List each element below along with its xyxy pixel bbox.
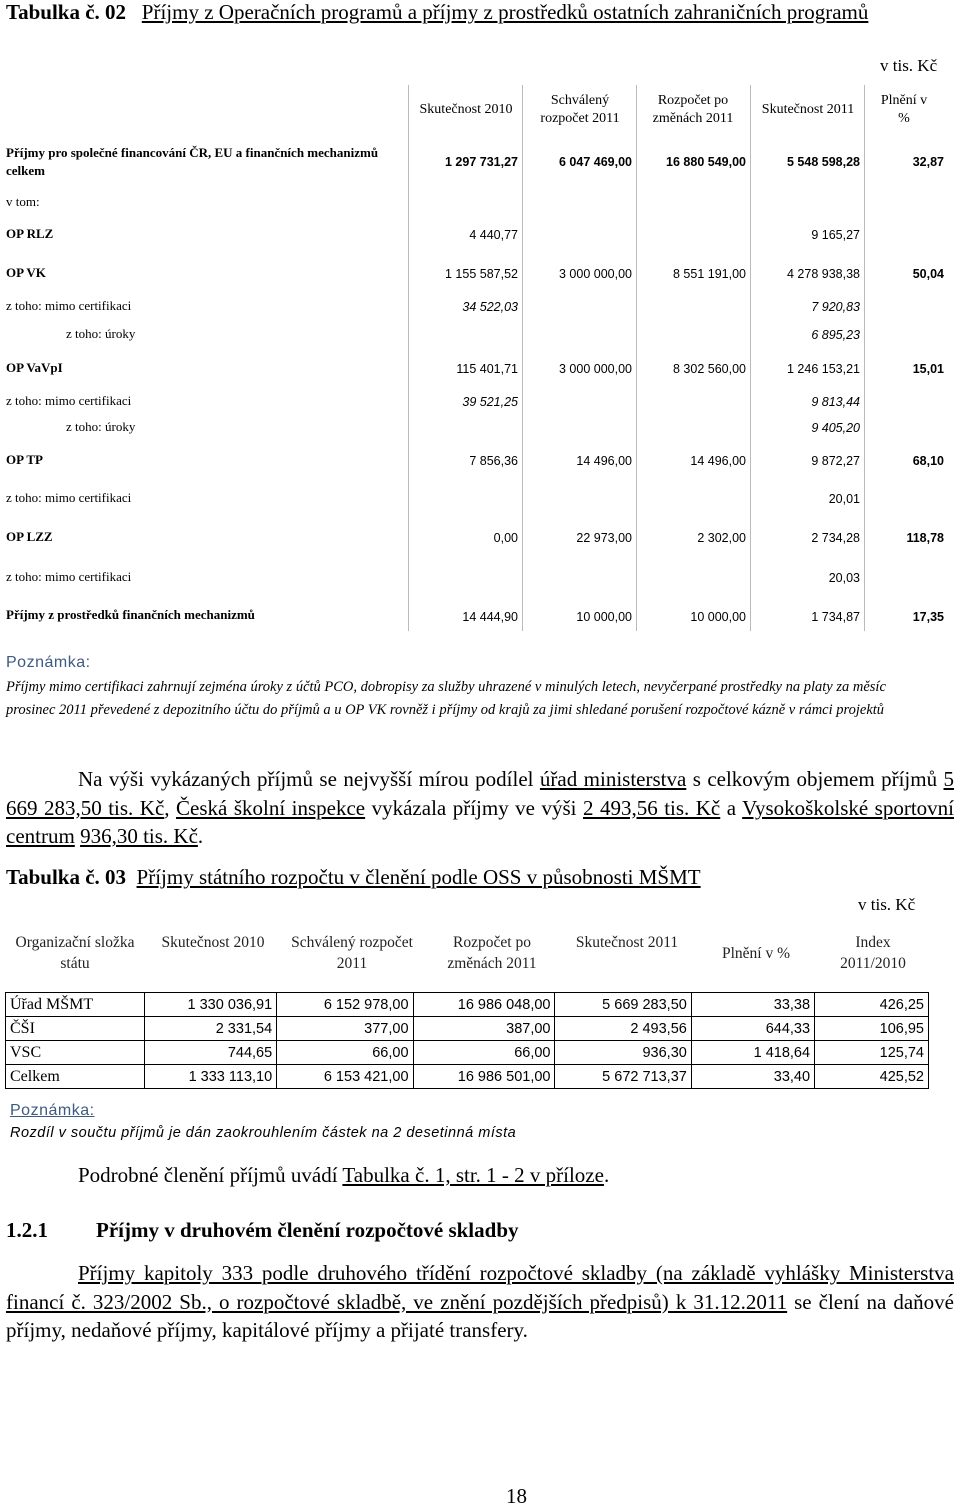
cell: 68,10 [912, 454, 944, 468]
cell: 8 551 191,00 [673, 267, 746, 281]
cell: 6 153 421,00 [277, 1065, 413, 1089]
cell: 8 302 560,00 [673, 362, 746, 376]
header-skutecnost-2011: Skutečnost 2011 [761, 102, 855, 117]
paragraph-summary: Na výši vykázaných příjmů se nejvyšší mírou podílel úřad ministerstva s celkovým objemem příjmů 5 669 283,50 tis. Kč, Česká školní inspekce vykázala příjmy ve výši 2 493,56 tis. Kč a Vysokoškolské sportovní centrum 936,30 tis. Kč. [6, 767, 955, 848]
cell: 744,65 [144, 1041, 277, 1065]
cell: 9 165,27 [811, 228, 860, 242]
row-label: v tom: [6, 194, 40, 209]
note-heading: Poznámka: [10, 1102, 95, 1119]
cell: 20,01 [828, 492, 860, 506]
cell: 7 920,83 [811, 300, 860, 314]
cell: 14 444,90 [462, 610, 518, 624]
cell: 14 496,00 [576, 454, 632, 468]
row-label: Příjmy pro společné financování ČR, EU a finančních mechanizmů celkem [6, 145, 379, 178]
link[interactable]: 5 669 283,50 tis. Kč [6, 767, 955, 820]
cell: 4 278 938,38 [787, 267, 860, 281]
cell: 936,30 [555, 1041, 691, 1065]
cell: 50,04 [912, 267, 944, 281]
table-03-title [6, 865, 701, 889]
t3-header: Index 2011/2010 [840, 934, 906, 972]
cell: 5 669 283,50 [555, 993, 691, 1017]
cell: 2 302,00 [697, 531, 746, 545]
header-plneni: Plnění v % [880, 93, 928, 126]
table-row [6, 1041, 929, 1065]
cell: VSC [6, 1041, 145, 1065]
t3-header: Skutečnost 2011 [575, 934, 679, 951]
section-title: Příjmy v druhovém členění rozpočtové skladby [96, 1218, 519, 1242]
link[interactable]: 936,30 tis. Kč [80, 824, 198, 848]
link[interactable]: Tabulka č. 1, str. 1 - 2 v příloze [342, 1163, 604, 1187]
cell: 32,87 [912, 155, 944, 169]
cell: 6 895,23 [811, 328, 860, 342]
cell: 7 856,36 [469, 454, 518, 468]
table-03-label: Tabulka č. 03 [6, 865, 127, 889]
row-label: z toho: mimo certifikaci [6, 298, 132, 313]
table-03 [5, 992, 929, 1089]
cell: 10 000,00 [690, 610, 746, 624]
cell: 1 734,87 [811, 610, 860, 624]
cell: ČŠI [6, 1017, 145, 1041]
cell: 644,33 [691, 1017, 814, 1041]
t3-header: Organizační složka státu [15, 934, 135, 972]
cell: 2 493,56 [555, 1017, 691, 1041]
cell: 33,38 [691, 993, 814, 1017]
row-label: OP VaVpI [6, 360, 63, 375]
row-label: Příjmy z prostředků finančních mechanizmů [6, 607, 255, 622]
row-label: z toho: úroky [66, 419, 136, 434]
table-row [6, 1065, 929, 1089]
row-label: z toho: mimo certifikaci [6, 490, 132, 505]
table-02-unit: v tis. Kč [880, 56, 938, 75]
link[interactable]: 2 493,56 tis. Kč [582, 795, 721, 820]
cell: 34 522,03 [462, 300, 518, 314]
page-number: 18 [506, 1484, 527, 1508]
cell: 66,00 [413, 1041, 555, 1065]
cell: 6 152 978,00 [277, 993, 413, 1017]
table-02-heading: Příjmy z Operačních programů a příjmy z prostředků ostatních zahraničních programů [141, 0, 869, 24]
cell: 9 405,20 [811, 421, 860, 435]
cell: 2 734,28 [811, 531, 860, 545]
cell: 10 000,00 [576, 610, 632, 624]
cell: 1 333 113,10 [144, 1065, 277, 1089]
row-label: OP TP [6, 452, 43, 467]
cell: 22 973,00 [576, 531, 632, 545]
cell: 1 246 153,21 [787, 362, 860, 376]
cell: 1 155 587,52 [445, 267, 518, 281]
paragraph-classification: Příjmy kapitoly 333 podle druhového třídění rozpočtové skladby (na základě vyhlášky Ministerstva financí č. 323/2002 Sb., o rozpočtové skladbě, ve znění pozdějších předpisů) k 31.12.2011 se člení na daňové příjmy, nedaňové příjmy, kapitálové příjmy a přijaté transfery. [6, 1261, 954, 1342]
detail-reference: Podrobné členění příjmů uvádí Tabulka č. 1, str. 1 - 2 v příloze. [78, 1163, 610, 1187]
cell: 33,40 [691, 1065, 814, 1089]
cell: 4 440,77 [469, 228, 518, 242]
table-03-unit: v tis. Kč [858, 895, 916, 914]
cell: 5 548 598,28 [787, 155, 860, 169]
cell: 6 047 469,00 [559, 155, 632, 169]
cell: 1 330 036,91 [144, 993, 277, 1017]
cell: Celkem [6, 1065, 145, 1089]
cell: 5 672 713,37 [555, 1065, 691, 1089]
table-03-heading: Příjmy státního rozpočtu v členění podle OSS v působnosti MŠMT [136, 865, 701, 889]
row-label: z toho: mimo certifikaci [6, 569, 132, 584]
table-row [6, 1017, 929, 1041]
cell: 16 880 549,00 [666, 155, 746, 169]
row-label: OP LZZ [6, 529, 53, 544]
row-label: OP RLZ [6, 226, 54, 241]
link[interactable]: Vysokoškolské sportovní centrum [6, 795, 954, 848]
cell: 1 297 731,27 [445, 155, 518, 169]
cell: 0,00 [493, 531, 518, 545]
table-row [6, 993, 929, 1017]
link[interactable]: Příjmy kapitoly 333 podle druhového třídění rozpočtové skladby (na základě vyhlášky Ministerstva financí č. 323/2002 Sb., o rozpočtové skladbě, ve znění pozdějších předpisů) k 31.12.2011 [6, 1261, 954, 1314]
t3-header: Plnění v % [721, 945, 791, 962]
cell: 118,78 [906, 531, 944, 545]
row-label: z toho: mimo certifikaci [6, 393, 132, 408]
section-number: 1.2.1 [6, 1218, 48, 1242]
cell: 20,03 [828, 571, 860, 585]
t3-header: Rozpočet po změnách 2011 [447, 934, 537, 972]
cell: 9 813,44 [811, 395, 860, 409]
note-heading: Poznámka: [6, 654, 91, 671]
cell: Úřad MŠMT [6, 993, 145, 1017]
cell: 16 986 048,00 [413, 993, 555, 1017]
row-label: z toho: úroky [66, 326, 136, 341]
row-label: OP VK [6, 265, 46, 280]
cell: 1 418,64 [691, 1041, 814, 1065]
table-02-label: Tabulka č. 02 [6, 0, 127, 24]
cell: 2 331,54 [144, 1017, 277, 1041]
note-text: Příjmy mimo certifikaci zahrnují zejména úroky z účtů PCO, dobropisy za služby uhrazené v minulých letech, nevyčerpané prostředky na platy za měsíc prosinec 2011 převedené z depozitního účtu do příjmů a u OP VK rovněž i příjmy od krajů za jimi shledané porušení rozpočtové kázně v rámci projektů [6, 679, 886, 718]
cell: 115 401,71 [456, 362, 518, 376]
link[interactable]: Česká školní inspekce [176, 795, 366, 820]
cell: 15,01 [912, 362, 944, 376]
table-02-title [6, 0, 956, 24]
cell: 3 000 000,00 [559, 267, 632, 281]
cell: 106,95 [815, 1017, 929, 1041]
cell: 16 986 501,00 [413, 1065, 555, 1089]
header-rozpocet-po-zmenach: Rozpočet po změnách 2011 [652, 93, 734, 126]
cell: 66,00 [277, 1041, 413, 1065]
cell: 125,74 [815, 1041, 929, 1065]
cell: 426,25 [815, 993, 929, 1017]
cell: 3 000 000,00 [559, 362, 632, 376]
note-text: Rozdíl v součtu příjmů je dán zaokrouhlením částek na 2 desetinná místa [10, 1125, 517, 1141]
cell: 39 521,25 [462, 395, 518, 409]
cell: 387,00 [413, 1017, 555, 1041]
cell: 9 872,27 [811, 454, 860, 468]
t3-header: Schválený rozpočet 2011 [291, 934, 413, 972]
cell: 425,52 [815, 1065, 929, 1089]
cell: 377,00 [277, 1017, 413, 1041]
t3-header: Skutečnost 2010 [161, 934, 265, 951]
cell: 14 496,00 [690, 454, 746, 468]
header-schvaleny-rozpocet: Schválený rozpočet 2011 [540, 93, 620, 126]
link[interactable]: úřad ministerstva [539, 767, 687, 791]
header-skutecnost-2010: Skutečnost 2010 [419, 102, 513, 117]
cell: 17,35 [912, 610, 944, 624]
